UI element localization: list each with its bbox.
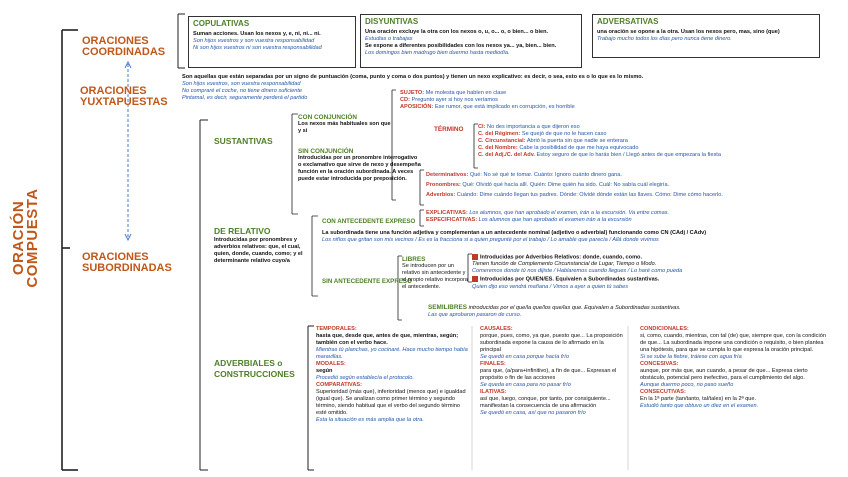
adv-consecutivas: CONSECUTIVAS: En la 1ª parte (tan/tanto, tal/tales) en la 2ª que. Estudió tanto que obtuvo un diez en el examen. <box>640 389 759 409</box>
adv-temporales: TEMPORALES: hasta que, desde que, antes de que, mientras, según; también con el verbo hace. Mientras tú planchas, yo cocinaré. Hace mucho tiempo había maravillas. <box>316 326 468 360</box>
adv-causales: CAUSALES: porque, pues, como, ya que, puesto que... La proposición subordinada expone la causa de lo afirmado en la principal Se quedó en casa porque hacía frío <box>480 326 623 360</box>
adv-condicionales: CONDICIONALES: si, como, cuando, mientras, con tal (de) que, siempre que, con la condición de que... La subordinada impone una condición o requisito, o bien plantea una hipótesis, para que se cumpla lo que expresa la oración principal. Si se sube la fiebre, tráiese con agua fría <box>640 326 826 360</box>
yuxtapuestas-title: ORACIONES YUXTAPUESTAS <box>80 85 168 108</box>
explicativas-especificativas <box>426 210 826 224</box>
copulativas-desc: Suman acciones. Usan los nexos y, e, ni, ni... ni. <box>193 31 321 37</box>
adv-ilativas: ILATIVAS: así que, luego, conque, por tanto, por consiguiente... manifiestan la consecuencia de una afirmación Se quedó en casa, así que no pasaron frío <box>480 389 611 416</box>
adv-comparativas: COMPARATIVAS: Superioridad (más que), inferioridad (menos que) e igualdad (igual que). Se analizan como primer término y segundo término, siendo habitual que el verbo del segundo término esté omitido. Esta la situación es más amplia que la otra. <box>316 382 466 423</box>
disyuntivas-ex2: Los domingos bien madrugo bien duermo hasta mediodía. <box>365 50 510 56</box>
libres-quien-title: Introducidas por QUIEN/ES. Equivalen a Subordinadas sustantivas. <box>472 276 812 283</box>
disyuntivas-desc: Una oración excluye la otra con los nexos o, u, o... o, o bien... o bien. <box>365 29 549 35</box>
relativo-desc: La subordinada tiene una función adjetiva y complementan a un antecedente nominal (adjetivo o adverbial) funcionando como CN (CAdj / CAdv) <box>322 230 707 236</box>
adverbiales-col2 <box>480 326 624 417</box>
interrogativos-list <box>426 172 830 199</box>
sin-conjuncion <box>298 148 422 183</box>
semilibres-label: SEMILIBRES <box>428 304 468 311</box>
copulativas-ex2: Ni son hijos vuestros ni son vuestra responsabilidad <box>193 45 322 51</box>
copulativas-title: COPULATIVAS <box>193 19 250 28</box>
termino-label: TÉRMINO <box>434 126 464 133</box>
adversativas-ex1: Trabajo mucho todos los días pero nunca tiene dinero. <box>597 36 732 42</box>
con-conjuncion-desc: Los nexos más habituales son que y si <box>298 121 391 134</box>
de-relativo <box>214 226 310 265</box>
yuxtapuestas-desc: Son aquellas que están separadas por un signo de puntuación (coma, punto y coma o dos puntos) y tienen un nexo explicativo: es decir, o sea, esto es o lo que es lo mismo. <box>182 74 644 80</box>
de-relativo-title: DE RELATIVO <box>214 226 271 236</box>
termino-regimen: C. del Régimen: Se quejó de que no le hacen caso <box>478 131 607 137</box>
con-conjuncion <box>298 114 394 135</box>
termino-nombre: C. del Nombre: Cabe la posibilidad de que me haya equivocado <box>478 145 639 151</box>
con-antecedente-label: CON ANTECEDENTE EXPRESO <box>322 218 416 225</box>
relativo-desc-block <box>322 230 828 244</box>
sin-conjuncion-title: SIN CONJUNCIÓN <box>298 148 354 155</box>
sin-conjuncion-desc: Introducidas por un pronombre interrogativo o exclamativo que sirve de nexo y desempeña función en la oración subordinada. A veces puede estar introducida por preposición. <box>298 155 421 182</box>
libres-adv-desc: Tienen función de Complemento Circunstancial de Lugar, Tiempo o Modo. <box>472 261 657 268</box>
termino-ci: CI: No des importancia a que dijeron eso <box>478 124 580 130</box>
adversativas-title: ADVERSATIVAS <box>597 17 659 26</box>
termino-adj-adv: C. del Adj./C. del Adv. Estoy seguro de que lo harás bien / Llegó antes de que empezara la fiesta <box>478 152 721 158</box>
de-relativo-desc: Introducidas por pronombres y adverbios relativos: que, el cual, quien, donde, cuando, como; y el determinante relativo cuyo/a <box>214 236 303 264</box>
sustantivas-title: SUSTANTIVAS <box>214 136 273 146</box>
yuxtapuestas-ex2: No compraré el coche, no tiene dinero suficiente <box>182 88 303 94</box>
adv-modales: MODALES: según Procedió según establecía el protocolo. <box>316 361 414 381</box>
func-cd: CD: Pregunto ayer si hoy nos veríamos <box>400 97 498 103</box>
libres-label: LIBRES <box>402 256 426 263</box>
libres-adv-title: Introducidas por Adverbios Relativos: donde, cuando, como. <box>472 254 812 261</box>
disyuntivas-ex1: Estudias o trabajas <box>365 36 413 42</box>
disyuntivas-title: DISYUNTIVAS <box>365 17 419 26</box>
con-conjuncion-title: CON CONJUNCIÓN <box>298 114 357 121</box>
main-title: ORACIÓN COMPUESTA <box>10 188 41 288</box>
adverbiales-title: ADVERBIALES o CONSTRUCCIONES <box>214 358 295 379</box>
adv-finales: FINALES: para que, (a/para+infinitivo), a fin de que... Expresan el propósito o fin de las acciones Se queda en casa para no pasar frío <box>480 361 617 388</box>
adversativas-desc: una oración se opone a la otra. Usan los nexos pero, mas, sino (que) <box>597 29 780 35</box>
checkbox-icon <box>472 254 478 260</box>
coordinadas-title: ORACIONES COORDINADAS <box>82 35 166 58</box>
termino-circunstancial: C. Circunstancial: Abrió la puerta sin que nadie se enterara <box>478 138 628 144</box>
yuxtapuestas-ex1: Son hijos vuestros, son vuestra responsabilidad <box>182 81 301 87</box>
func-sujeto: SUJETO: Me molesta que hablen en clase <box>400 90 507 96</box>
terminos-list <box>478 124 818 159</box>
semilibres-desc: introducidas por el que/la que/los que/las que. Equivalen a Subordinadas sustantivas. <box>468 305 681 311</box>
interrog-determinativos: Determinativos: Qué: No sé qué te tomar. Cuánto: Ignoro cuánto dinero gana. <box>426 172 622 178</box>
copulativas-box <box>188 16 356 68</box>
libres-block <box>402 256 468 291</box>
yuxtapuestas-ex3: Pintamal, es decir, seguramente perderá el partido <box>182 95 308 101</box>
subordinadas-title: ORACIONES SUBORDINADAS <box>82 251 172 274</box>
func-aposicion: APOSICIÓN: Ese rumor, que está implicado en corrupción, es horrible <box>400 104 575 110</box>
interrog-adverbios: Adverbios: Cuándo: Dime cuándo llegan tus padres. Dónde: Olvidé dónde están las llaves. Cómo: Dime cómo hacerlo. <box>426 192 723 198</box>
interrog-pronombres: Pronombres: Qué: Olvidó qué hacía allí. Quién: Dime quién ha sido. Cuál: No sabía cuál elegiría. <box>426 182 670 188</box>
especificativas: ESPECIFICATIVAS: Los alumnos que han aprobado el examen irán a la excursión <box>426 217 632 223</box>
sin-antecedente-label: SIN ANTECEDENTE EXPRESO <box>322 278 412 285</box>
libres-desc: Se introducen por un relativo sin antecedente y el propio relativo incorpora el antecedente. <box>402 263 468 290</box>
semilibres-ex: Las que aprobaron pasaron de curso. <box>428 312 522 318</box>
semilibres-block <box>428 304 828 319</box>
adverbiales-col1 <box>316 326 468 424</box>
libres-quien-ex: Quien dijo eso vendrá mañana / Vimos a ayer a quien tú sabes <box>472 283 628 290</box>
adverbiales-col3 <box>640 326 828 410</box>
copulativas-ex1: Son hijos vuestros y son vuestra responsabilidad <box>193 38 315 44</box>
relativo-ex: Los niños que gritan son mis vecinos / Es es la fracciona si a quien pregunté por el trabajo / Lo amable que parecía / Allá donde vivimos <box>322 237 659 243</box>
checkbox-icon <box>472 276 478 282</box>
libres-adv-ex: Comeremos donde tú nos dijiste / Hablaremos cuando llegues / Lo haré como pueda <box>472 268 683 275</box>
sustantivas-funciones <box>400 90 620 111</box>
adv-concesivas: CONCESIVAS: aunque, por más que, aun cuando, a pesar de que... Expresa cierto obstáculo, potencial pero inefectivo, para el cumplimiento del algo. Aunque duermo poco, no paso sueño <box>640 361 808 388</box>
disyuntivas-box <box>360 14 582 68</box>
libres-types <box>472 254 812 291</box>
disyuntivas-desc2: Se expone a diferentes posibilidades con los nexos ya... ya, bien... bien. <box>365 43 557 49</box>
explicativas: EXPLICATIVAS: Los alumnos, que han aprobado el examen, irán a la excursión. Va entre comas. <box>426 210 670 216</box>
adversativas-box <box>592 14 820 58</box>
